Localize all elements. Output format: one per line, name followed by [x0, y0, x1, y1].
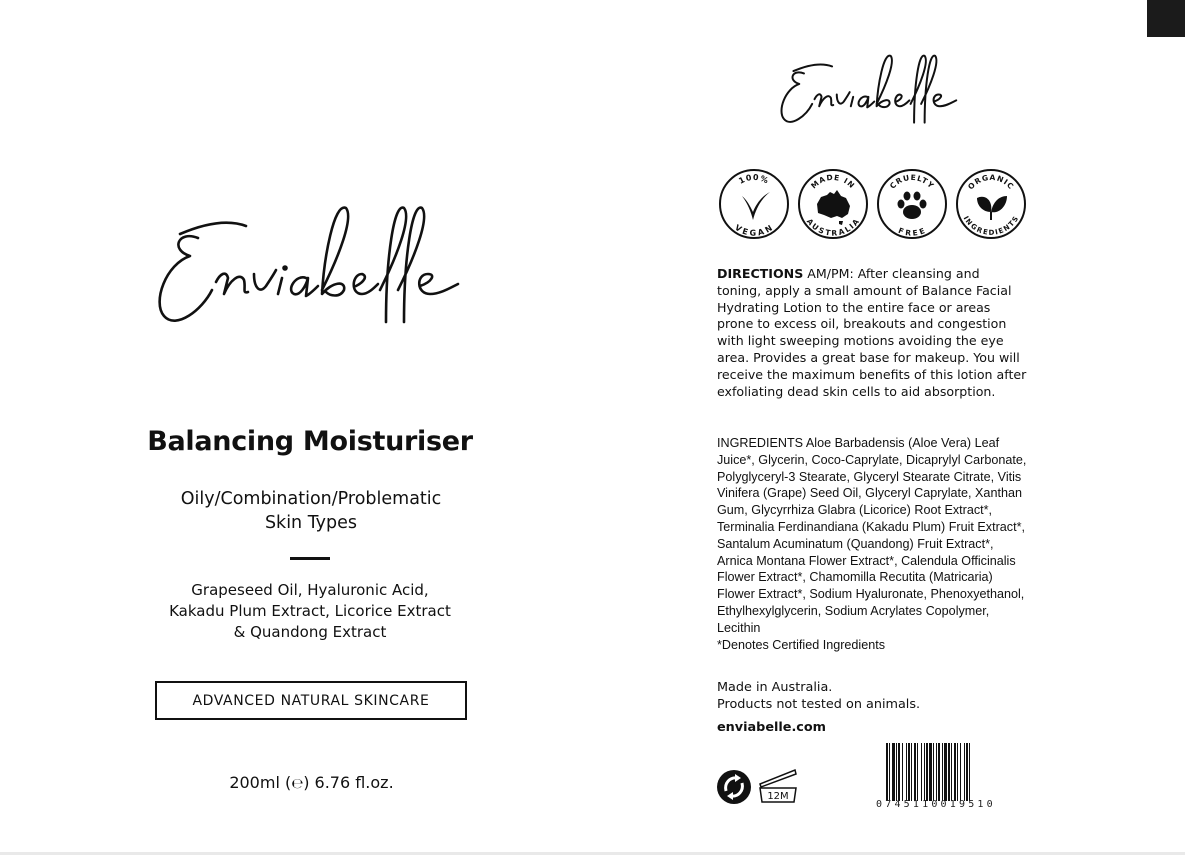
barcode-bar [917, 743, 918, 801]
barcode-bar [957, 743, 958, 801]
made-in-text: Made in Australia. [717, 680, 833, 695]
badge-bottom-text: FREE [897, 225, 927, 238]
barcode-bar [892, 743, 895, 801]
brand-logo-back [775, 50, 970, 132]
badge-bottom-text: INGREDIENTS [961, 214, 1021, 237]
barcode-bar [921, 743, 922, 801]
ingredients-list: INGREDIENTS Aloe Barbadensis (Aloe Vera) Leaf Juice*, Glycerin, Coco-Caprylate, Dicaprylyl Carbonate, Polyglyceryl-3 Stearate, Glyceryl Stearate Citrate, Vitis Vinifera (Grape) Seed Oil, Glyceryl Caprylate, Xanthan Gum, Glycyrrhiza Glabra (Licorice) Root Extract*, Terminalia Ferdinandiana (Kakadu Plum) Fruit Extract*, Santalum Acuminatum (Quandong) Fruit Extract*, Arnica Montana Flower Extract*, Calendula Officinalis Flower Extract*, Chamomilla Recutita (Matricaria) Flower Extract*, Sodium Hyaluronate, Phenoxyethanol, Ethylhexylglycerin, Sodium Acrylates Copolymer, Lecithin [717, 436, 1027, 635]
barcode-bar [886, 743, 888, 801]
skin-type-line: Oily/Combination/Problematic [180, 489, 442, 509]
certification-badges [718, 168, 1027, 240]
badge-top-text: 100% [737, 172, 771, 186]
barcode-bar [914, 743, 916, 801]
badge-top-text: CRUELTY [887, 172, 937, 191]
svg-text:100% [737, 173, 770, 186]
barcode-bar [933, 743, 934, 801]
product-title: Balancing Moisturiser [147, 426, 473, 457]
skin-type-line: Skin Types [264, 513, 358, 533]
key-ingredients-line: Kakadu Plum Extract, Licorice Extract [169, 602, 451, 620]
barcode-bar [964, 743, 965, 801]
barcode-bar [938, 743, 940, 801]
made-in-australia-badge [797, 168, 869, 240]
barcode-bar [898, 743, 900, 801]
website-text: enviabelle.com [717, 720, 827, 735]
svg-text:AUSTRALIA [805, 217, 861, 238]
barcode-bar [960, 743, 961, 801]
paw-print-icon [898, 192, 927, 220]
key-ingredients-text [140, 580, 480, 643]
barcode-bar [951, 743, 952, 801]
volume-text: 200ml (℮) 6.76 fl.oz. [229, 773, 394, 792]
brand-logo-front [150, 198, 480, 338]
skin-type-text [150, 487, 472, 535]
barcode-bar [911, 743, 912, 801]
recycle-icon [716, 769, 752, 805]
barcode-bar [944, 743, 947, 801]
badge-top-text: ORGANIC [966, 172, 1016, 192]
leaf-icon [977, 196, 1007, 220]
vegan-badge [718, 168, 790, 240]
period-after-opening-icon [757, 766, 799, 804]
directions-body: AM/PM: After cleansing and toning, apply a small amount of Balance Facial Hydrating Lotion to the entire face or areas prone to excess oil, breakouts and congestion with light sweeping motions avoiding the eye area. Provides a great base for makeup. You will receive the maximum benefits of this lotion after exfoliating dead skin cells to aid absorption. [717, 266, 1027, 399]
volume-metric: 200ml [229, 773, 280, 792]
cruelty-free-badge [876, 168, 948, 240]
volume-imperial: 6.76 fl.oz. [314, 773, 394, 792]
ingredients-text [717, 435, 1029, 653]
barcode-bar [908, 743, 910, 801]
barcode-bar [936, 743, 937, 801]
corner-block [1147, 0, 1185, 37]
barcode-bar [929, 743, 932, 801]
divider [290, 557, 330, 560]
barcode-bar [966, 743, 968, 801]
barcode-bar [889, 743, 890, 801]
key-ingredients-line: & Quandong Extract [233, 623, 387, 641]
directions-label: DIRECTIONS [717, 266, 804, 281]
tagline-text: ADVANCED NATURAL SKINCARE [192, 692, 430, 709]
barcode-bar [942, 743, 943, 801]
directions-text [717, 266, 1027, 400]
barcode-bar [924, 743, 925, 801]
estimated-sign-icon: ℮ [291, 776, 304, 792]
barcode-bar [896, 743, 897, 801]
badge-top-text: MADE IN [809, 172, 857, 191]
australia-map-icon [817, 190, 850, 225]
organic-ingredients-badge [955, 168, 1027, 240]
barcode-bar [902, 743, 903, 801]
barcode-bar [954, 743, 956, 801]
not-tested-text: Products not tested on animals. [717, 697, 921, 712]
key-ingredients-line: Grapeseed Oil, Hyaluronic Acid, [191, 581, 429, 599]
tagline-box [155, 681, 467, 720]
barcode-bar [906, 743, 907, 801]
pao-label: 12M [767, 791, 789, 802]
certified-note: *Denotes Certified Ingredients [717, 637, 886, 652]
barcode-bar [948, 743, 950, 801]
vegan-v-icon [742, 192, 770, 220]
barcode-bar [969, 743, 970, 801]
barcode-number: 0745110019510 [876, 799, 996, 810]
barcode-bar [926, 743, 928, 801]
origin-info [717, 679, 920, 713]
badge-bottom-text: AUSTRALIA [804, 216, 862, 238]
badge-bottom-text: VEGAN [733, 222, 775, 238]
